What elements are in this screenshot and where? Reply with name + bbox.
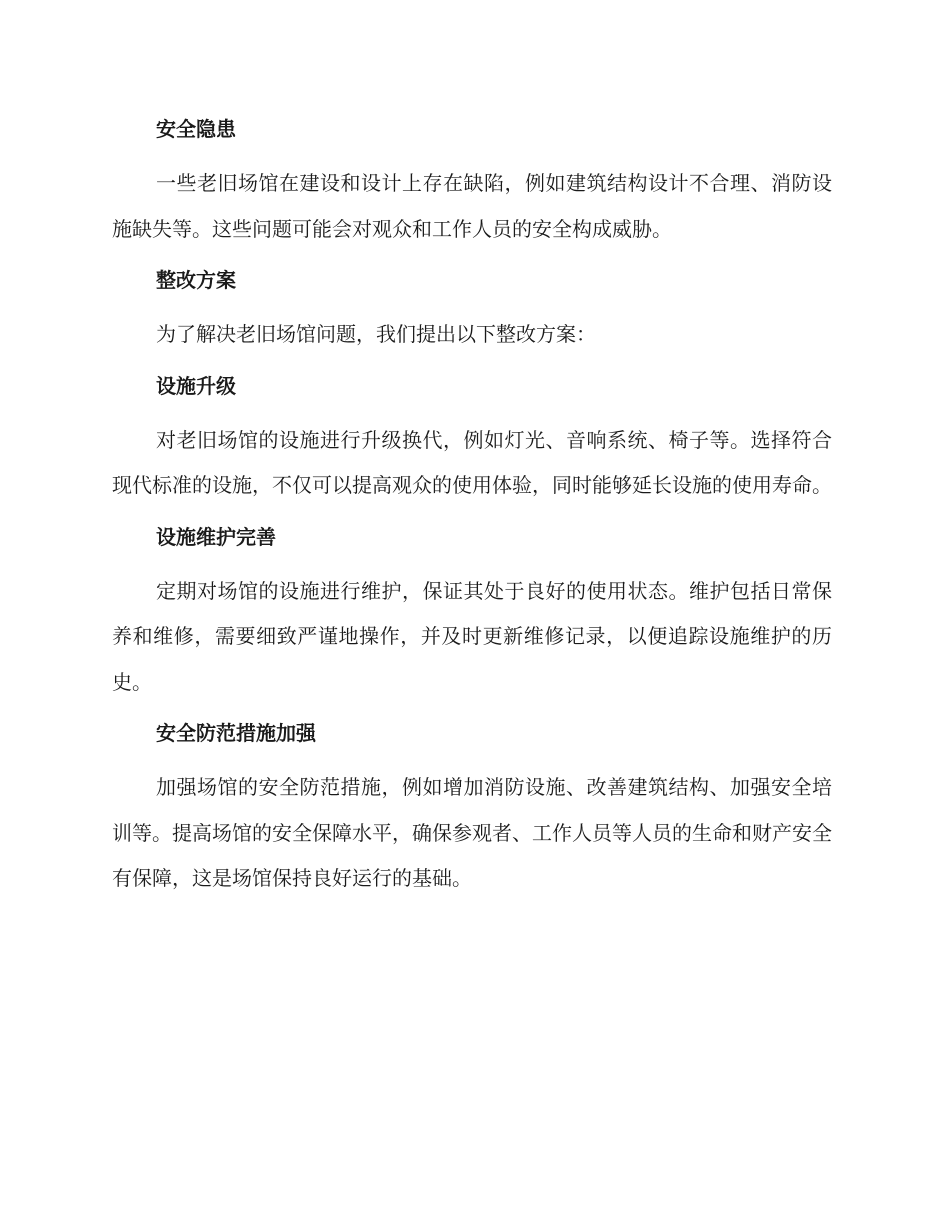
section-heading-rectification-plan: 整改方案: [156, 268, 236, 292]
section-heading-safety-measures: 安全防范措施加强: [156, 721, 316, 745]
document-body: [112, 111, 832, 912]
section-paragraph-facility-upgrade: 对老旧场馆的设施进行升级换代，例如灯光、音响系统、椅子等。选择符合现代标准的设施，不仅可以提高观众的使用体验，同时能够延长设施的使用寿命。: [112, 427, 832, 497]
section-paragraph-rectification-plan: 为了解决老旧场馆问题，我们提出以下整改方案：: [156, 322, 596, 346]
section-heading-facility-upgrade: 设施升级: [156, 373, 236, 398]
section-paragraph-facility-maintenance: 定期对场馆的设施进行维护，保证其处于良好的使用状态。维护包括日常保养和维修，需要细致严谨地操作，并及时更新维修记录，以便追踪设施维护的历史。: [112, 578, 832, 694]
section-heading-safety-hazards: 安全隐患: [156, 117, 236, 141]
section-paragraph-safety-hazards: 一些老旧场馆在建设和设计上存在缺陷，例如建筑结构设计不合理、消防设施缺失等。这些问题可能会对观众和工作人员的安全构成威胁。: [112, 171, 832, 241]
section-paragraph-safety-measures: 加强场馆的安全防范措施，例如增加消防设施、改善建筑结构、加强安全培训等。提高场馆的安全保障水平，确保参观者、工作人员等人员的生命和财产安全有保障，这是场馆保持良好运行的基础。: [112, 775, 832, 890]
section-heading-facility-maintenance: 设施维护完善: [156, 524, 276, 549]
